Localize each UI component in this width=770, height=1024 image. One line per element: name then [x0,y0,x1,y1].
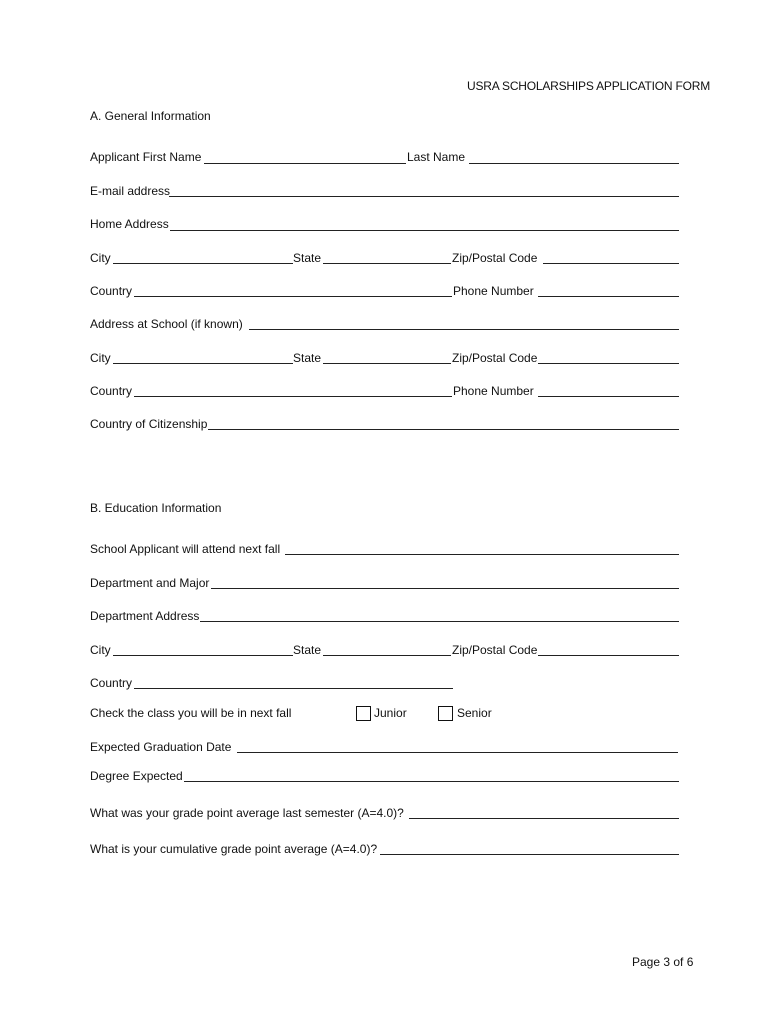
country2-field[interactable] [134,396,452,397]
country-label: Country [90,284,133,298]
first-name-field[interactable] [204,163,406,164]
phone-field[interactable] [538,296,679,297]
phone-label: Phone Number [453,284,534,298]
senior-checkbox[interactable] [438,706,453,721]
state-field[interactable] [323,263,451,264]
edu-state-field[interactable] [323,655,451,656]
dept-major-field[interactable] [211,588,679,589]
school-field[interactable] [285,554,679,555]
junior-label: Junior [374,706,407,720]
state2-label: State [293,351,322,365]
city2-field[interactable] [113,363,293,364]
form-title: USRA SCHOLARSHIPS APPLICATION FORM [467,79,711,93]
edu-zip-label: Zip/Postal Code [452,643,538,657]
dept-address-field[interactable] [200,621,679,622]
class-label: Check the class you will be in next fall [90,706,292,720]
section-b-heading: B. Education Information [90,501,222,515]
phone2-field[interactable] [538,396,679,397]
edu-zip-field[interactable] [538,655,679,656]
dept-major-label: Department and Major [90,576,210,590]
zip-label: Zip/Postal Code [452,251,538,265]
gpa-cum-field[interactable] [380,854,679,855]
state2-field[interactable] [323,363,451,364]
senior-label: Senior [457,706,492,720]
home-address-label: Home Address [90,217,169,231]
degree-label: Degree Expected [90,769,183,783]
degree-field[interactable] [184,781,679,782]
page-number: Page 3 of 6 [632,955,694,969]
last-name-label: Last Name [407,150,466,164]
city-field[interactable] [113,263,293,264]
citizenship-label: Country of Citizenship [90,417,208,431]
country2-label: Country [90,384,133,398]
grad-date-label: Expected Graduation Date [90,740,232,754]
citizenship-field[interactable] [208,429,679,430]
first-name-label: Applicant First Name [90,150,202,164]
gpa-last-field[interactable] [409,818,679,819]
zip2-label: Zip/Postal Code [452,351,538,365]
email-field[interactable] [169,196,679,197]
edu-city-field[interactable] [113,655,293,656]
edu-country-label: Country [90,676,133,690]
city-label: City [90,251,111,265]
grad-date-field[interactable] [237,752,678,753]
section-a-heading: A. General Information [90,109,211,123]
school-address-label: Address at School (if known) [90,317,243,331]
gpa-cum-label: What is your cumulative grade point average (A=4.0)? [90,842,378,856]
city2-label: City [90,351,111,365]
email-label: E-mail address [90,184,171,198]
zip-field[interactable] [543,263,679,264]
edu-country-field[interactable] [134,688,453,689]
home-address-field[interactable] [170,230,679,231]
last-name-field[interactable] [469,163,679,164]
edu-state-label: State [293,643,322,657]
zip2-field[interactable] [538,363,679,364]
school-address-field[interactable] [249,329,679,330]
state-label: State [293,251,322,265]
edu-city-label: City [90,643,111,657]
school-label: School Applicant will attend next fall [90,542,281,556]
country-field[interactable] [134,296,452,297]
junior-checkbox[interactable] [356,706,371,721]
dept-address-label: Department Address [90,609,200,623]
gpa-last-label: What was your grade point average last semester (A=4.0)? [90,806,404,820]
phone2-label: Phone Number [453,384,534,398]
